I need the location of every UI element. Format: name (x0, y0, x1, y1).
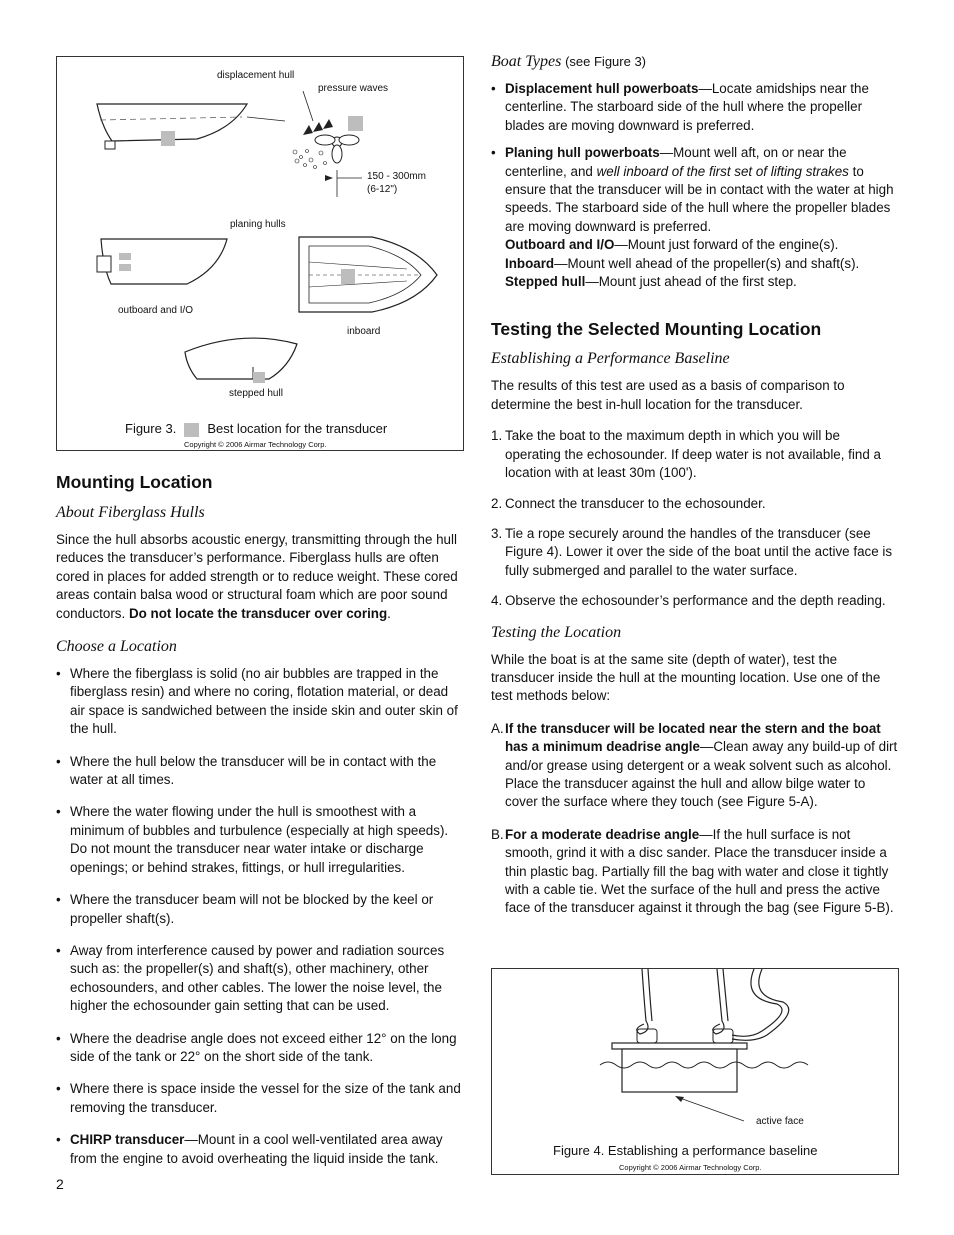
label-distance-inches: (6-12") (367, 184, 398, 195)
inboard-text: —Mount well ahead of the propeller(s) and shaft(s). (554, 255, 860, 271)
location-bullets (56, 665, 464, 1168)
step-text: Take the boat to the maximum depth in which you will be operating the echosounder. If deep water is not available, find a location with at least 30m (100'). (505, 428, 881, 481)
label-displacement-hull: displacement hull (217, 70, 295, 81)
planing-label: Planing hull powerboats (505, 145, 660, 161)
fiberglass-period: . (387, 605, 391, 621)
inboard-label: Inboard (505, 255, 555, 271)
label-distance: 150 - 300mm (367, 171, 426, 182)
method-a-text: —Clean away any build-up of dirt and/or grease using detergent or a weak solvent such as alcohol. Place the transducer against the hull and allow bilge water to cover the surface where they touch (see Figure 5-A). (505, 739, 898, 810)
list-item: • Where the water flowing under the hull is smoothest with a minimum of bubbles and turbulence (especially at high speeds). Do not mount the transducer near water intake or discharge openings; or behind strakes, fittings, or hull irregularities. (56, 803, 464, 877)
outboard-label: Outboard and I/O (505, 237, 615, 253)
fiberglass-heading: About Fiberglass Hulls (56, 504, 205, 521)
label-active-face: active face (756, 1116, 804, 1127)
caption-prefix: Figure 3. (125, 421, 177, 436)
outboard-marker-2 (119, 264, 131, 271)
outboard-line (505, 236, 899, 254)
outboard-hull-shape (101, 239, 227, 284)
inboard-line (505, 255, 899, 273)
boat-types-note: (see Figure 3) (565, 54, 647, 69)
outboard-marker-1 (119, 253, 131, 260)
fiberglass-paragraph (56, 531, 464, 623)
figure-3-caption (125, 421, 387, 437)
testing-heading: Testing the Selected Mounting Location (491, 319, 822, 340)
baseline-text: The results of this test are used as a basis of comparison to determine the best in-hull location for the transducer. (491, 378, 845, 412)
fiberglass-text: Since the hull absorbs acoustic energy, transmitting through the hull reduces the transducer’s performance. Fiberglass hulls are often cored in places for added strength or to reduce weight. These cored areas contain balsa wood or structural foam which are poor sound conductors. (56, 532, 458, 621)
figure-4-copyright: Copyright © 2006 Airmar Technology Corp. (619, 1163, 762, 1172)
baseline-heading: Establishing a Performance Baseline (491, 350, 730, 368)
stepped-line (505, 273, 899, 291)
method-b-bold: For a moderate deadrise angle (505, 826, 700, 842)
legend-gray-square (184, 423, 199, 437)
stepped-text: —Mount just ahead of the first step. (585, 274, 797, 290)
step-number: 3. (491, 525, 503, 541)
outboard-text: —Mount just forward of the engine(s). (614, 237, 839, 253)
choose-location-heading: Choose a Location (56, 638, 177, 656)
label-pressure-waves: pressure waves (318, 83, 389, 94)
figure-4 (491, 968, 899, 1175)
figure-3-copyright: Copyright © 2006 Airmar Technology Corp. (184, 440, 327, 449)
method-a-bold: If the transducer will be located near the stern and the boat has a minimum deadrise angle (505, 720, 881, 755)
label-stepped-hull: stepped hull (229, 388, 283, 399)
boat-types-list (491, 80, 899, 291)
method-a (491, 720, 899, 812)
list-item (491, 80, 899, 135)
list-item: • Where there is space inside the vessel for the size of the tank and removing the transducer. (56, 1080, 464, 1117)
step-number: 4. (491, 593, 503, 609)
step-number: 2. (491, 495, 503, 511)
fiberglass-warning: Do not locate the transducer over coring (128, 605, 388, 621)
page-number: 2 (56, 1176, 64, 1192)
chirp-text: —Mount in a cool well-ventilated area away from the engine to avoid overheating the liquid inside the tank. (70, 1132, 443, 1166)
label-planing-hulls: planing hulls (230, 219, 286, 230)
figure-4-caption: Figure 4. Establishing a performance baseline (553, 1143, 818, 1158)
list-item: • Where the hull below the transducer will be in contact with the water at all times. (56, 753, 464, 790)
figure-4-drawing (492, 969, 898, 1129)
caption-text: Best location for the transducer (207, 421, 388, 436)
transducer-top (612, 1043, 747, 1049)
testing-location-text: While the boat is at the same site (depth of water), test the transducer inside the hull at the mounting location. Use one of the test methods below: (491, 651, 881, 704)
step-item (491, 427, 899, 482)
displacement-text: —Locate amidships near the centerline. The starboard side of the hull where the propeller blades are moving downward is preferred. (505, 81, 869, 133)
inboard-hull-shape (299, 237, 437, 312)
chirp-label: CHIRP transducer (70, 1132, 185, 1148)
step-text: Observe the echosounder’s performance and the depth reading. (505, 593, 886, 609)
stepped-marker (253, 372, 265, 383)
method-b (491, 826, 899, 918)
stepped-hull-shape (185, 338, 297, 379)
mounting-location-heading: Mounting Location (56, 472, 213, 492)
list-item: • Where the transducer beam will not be blocked by the keel or propeller shaft(s). (56, 891, 464, 928)
displacement-marker (161, 131, 175, 146)
step-text: Connect the transducer to the echosounder. (505, 495, 766, 511)
testing-location-heading: Testing the Location (491, 623, 622, 641)
method-b-text: —If the hull surface is not smooth, grind it with a disc sander. Place the transducer inside a thin plastic bag. Partially fill the bag with water and close it tightly with a cable tie. Wet the surface of the hull and press the active face of the transducer against it through the bag (see Figure 5-B). (505, 826, 894, 916)
baseline-steps (491, 427, 899, 610)
propeller-marker (348, 116, 363, 131)
step-number: 1. (491, 428, 503, 444)
method-b-label: B. (491, 826, 504, 842)
right-column (491, 52, 899, 918)
step-item (491, 495, 899, 513)
figure-3-drawing (57, 57, 463, 417)
boat-types-heading (491, 52, 899, 72)
planing-text-2: to ensure that the transducer will be in contact with the water at high speeds. The starboard side of the hull where the propeller blades are moving downward is preferred. (505, 163, 894, 234)
boat-types-title: Boat Types (491, 53, 562, 70)
inboard-marker (341, 269, 355, 284)
step-text: Tie a rope securely around the handles of the transducer (see Figure 4). Lower it over the side of the boat until the active face is fully submerged and parallel to the water surface. (505, 525, 893, 578)
list-item (491, 144, 899, 291)
list-item: • Where the deadrise angle does not exceed either 12° on the long side of the tank or 22° on the short side of the tank. (56, 1030, 464, 1067)
list-item-chirp (56, 1131, 464, 1168)
list-item: • Where the fiberglass is solid (no air bubbles are trapped in the fiberglass resin) and where no coring, flotation material, or dead air space is sandwiched between the inside skin and outer skin of the hull. (56, 665, 464, 739)
stepped-label: Stepped hull (505, 274, 586, 290)
label-outboard: outboard and I/O (118, 305, 194, 316)
planing-text-1: —Mount well aft, on or near the centerline, and (505, 145, 847, 179)
step-item (491, 592, 899, 610)
left-column (56, 471, 464, 1168)
label-inboard: inboard (347, 326, 381, 337)
method-a-label: A. (491, 720, 504, 736)
figure-3 (56, 56, 464, 451)
planing-italic: well inboard of the first set of lifting strakes (596, 163, 849, 179)
transducer-body (622, 1049, 737, 1092)
displacement-label: Displacement hull powerboats (505, 81, 699, 96)
step-item (491, 525, 899, 580)
list-item: • Away from interference caused by power and radiation sources such as: the propeller(s) and shaft(s), other machinery, other echosounders, and other cables. The lower the noise level, the higher the echosounder gain setting that can be used. (56, 942, 464, 1016)
